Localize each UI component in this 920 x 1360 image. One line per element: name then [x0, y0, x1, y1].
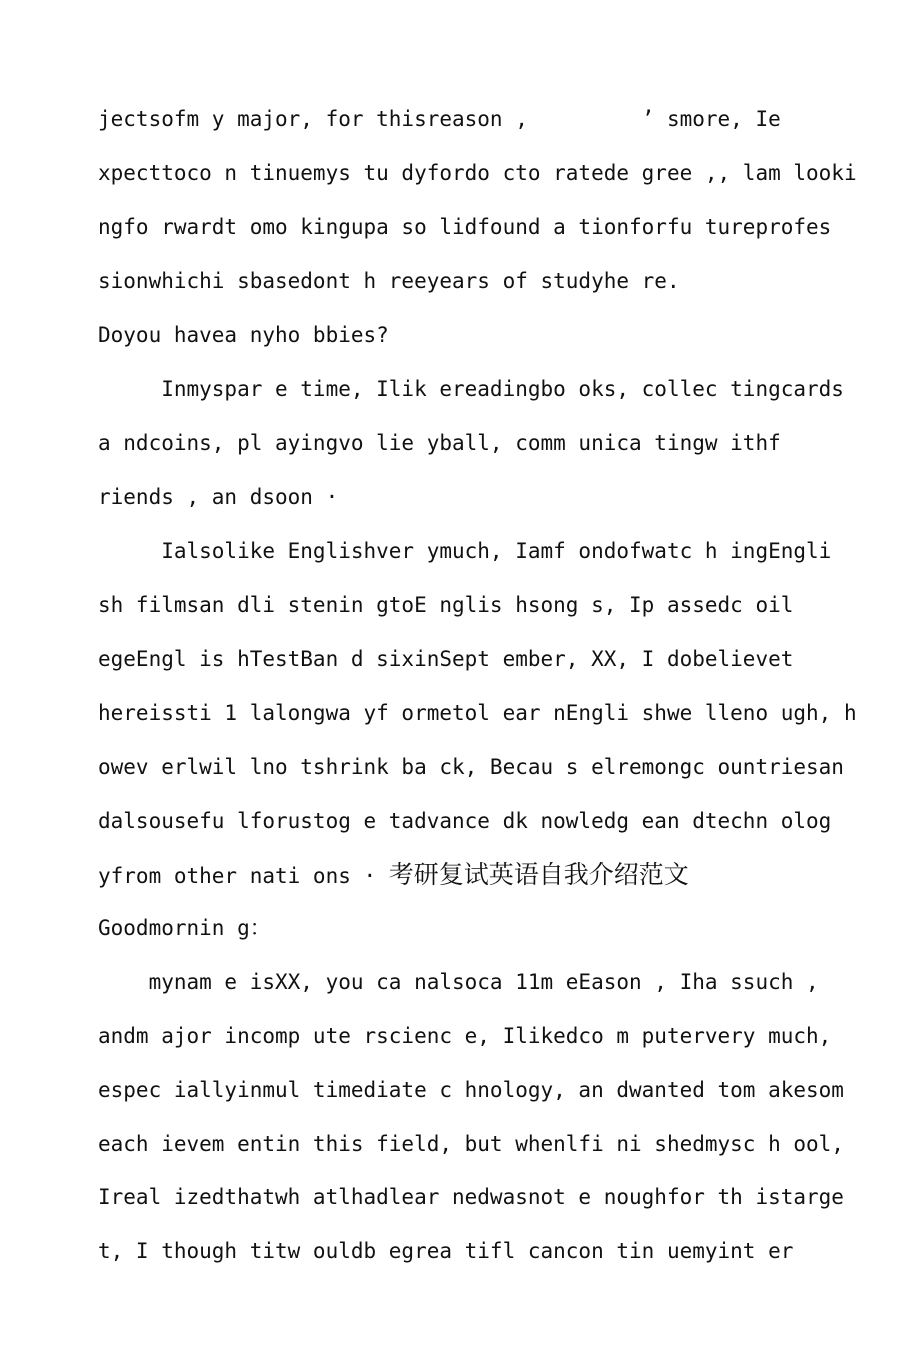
text-line-3: ngfo rwardt omo kingupa so lidfound a tionforfu tureprofes: [98, 215, 832, 239]
text-line-6: Inmyspar e time, Ilik ereadingbo oks, collec tingcards: [98, 377, 844, 401]
text-line-14: dalsousefu lforustog e tadvance dk nowledg ean dtechn olog: [98, 809, 832, 833]
text-line-10: sh filmsan dli stenin gtoE nglis hsong s, Ip assedc oil: [98, 593, 794, 617]
text-line-12: hereissti 1 lalongwa yf ormetol ear nEngli shwe lleno ugh, h: [98, 701, 857, 725]
text-line-22: t, I though titw ouldb egrea tifl cancon tin uemyint er: [98, 1239, 794, 1263]
text-line-8: riends , an dsoon ·: [98, 485, 339, 509]
text-line-11: egeEngl is hTestBan d sixinSept ember, XX, I dobelievet: [98, 647, 794, 671]
text-line-21: Ireal izedthatwh atlhadlear nedwasnot e noughfor th istarge: [98, 1185, 844, 1209]
section-heading-cjk: 考研复试英语自我介绍范文: [388, 860, 689, 889]
text-line-9: Ialsolike Englishver ymuch, Iamf ondofwatc h ingEngli: [98, 539, 832, 563]
text-line-7: a ndcoins, pl ayingvo lie yball, comm unica tingw ithf: [98, 431, 781, 455]
text-line-18: andm ajor incomp ute rscienc e, Ilikedco m putervery much,: [98, 1024, 832, 1048]
text-line-2: xpecttoco n tinuemys tu dyfordo cto ratede gree ,, lam looki: [98, 161, 857, 185]
text-line-4: sionwhichi sbasedont h reeyears of studyhe re.: [98, 269, 680, 293]
greeting-line: Goodmornin g：: [98, 916, 271, 940]
text-line-15-text: yfrom other nati ons ·: [98, 864, 389, 888]
text-line-15: [98, 860, 689, 890]
text-line-1: jectsofm y major, for thisreason , ’ smore, Ie: [98, 107, 781, 131]
text-line-19: espec iallyinmul timediate c hnology, an dwanted tom akesom: [98, 1078, 844, 1102]
text-line-17: mynam e isXX, you ca nalsoca 11m eEason , Iha ssuch ,: [98, 970, 819, 994]
question-line: Doyou havea nyho bbies?: [98, 323, 389, 347]
text-line-20: each ievem entin this field, but whenlfi ni shedmysc h ool,: [98, 1132, 844, 1156]
text-line-13: owev erlwil lno tshrink ba ck, Becau s elremongc ountriesan: [98, 755, 844, 779]
